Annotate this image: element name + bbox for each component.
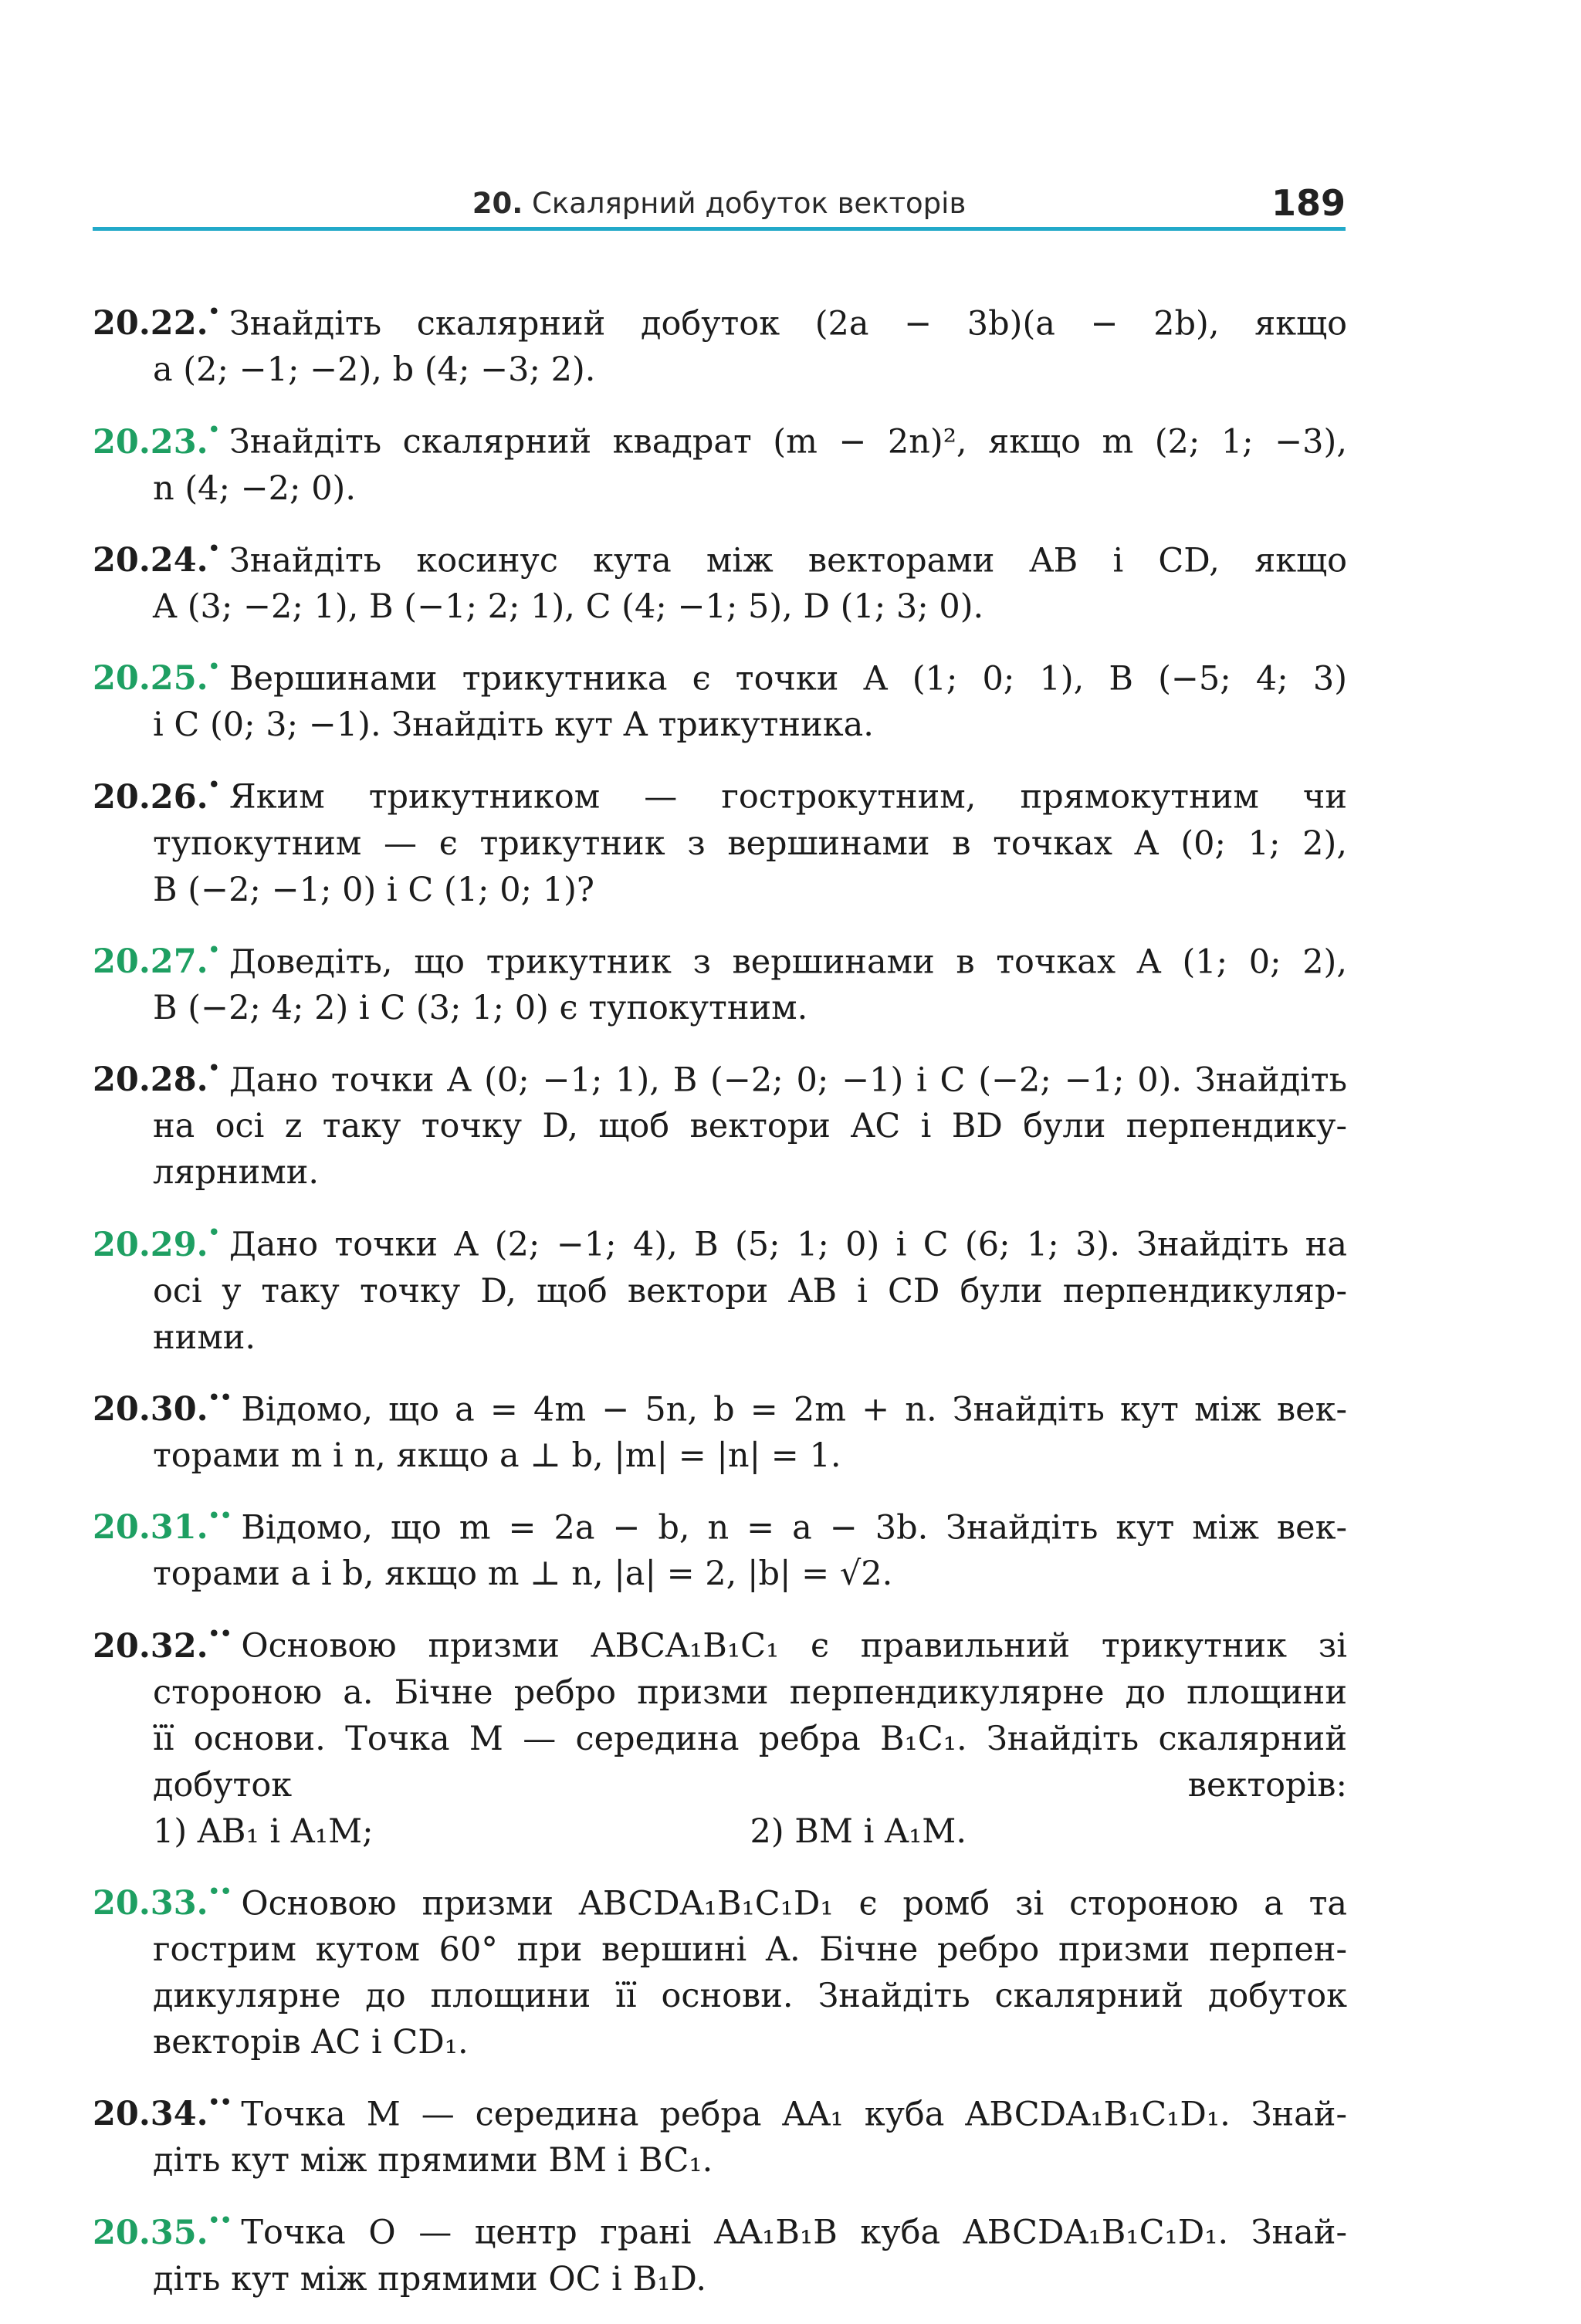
exercise-number: 20.24.• [93, 536, 220, 580]
exercise-line [153, 1762, 1347, 1808]
difficulty-mark: •• [208, 1622, 232, 1646]
exercise-line [153, 1973, 1347, 2019]
difficulty-mark: •• [208, 2090, 232, 2113]
difficulty-mark: • [208, 938, 220, 961]
difficulty-mark: • [208, 418, 220, 441]
exercise-number: 20.25.• [93, 655, 220, 699]
subpart-1: 1) AB₁ і A₁M; [153, 1812, 374, 1851]
exercise-line [153, 820, 1347, 867]
exercise-list [93, 293, 1347, 2321]
exercise-number: 20.34.•• [93, 2090, 232, 2134]
exercise-line [153, 2256, 1347, 2302]
exercise-text: n (4; −2; 0). [153, 469, 356, 508]
exercise-text: добуток векторів: [153, 1765, 1347, 1805]
exercise-line [153, 1268, 1347, 1314]
exercise-text: її основи. Точка M — середина ребра B₁C₁. Знайдіть скалярний [153, 1719, 1347, 1758]
exercise-text: Основою призми ABCDA₁B₁C₁D₁ є ромб зі стороною a та [241, 1883, 1347, 1923]
exercise-text: Точка M — середина ребра AA₁ куба ABCDA₁B₁C₁D₁. Знай- [241, 2095, 1347, 2134]
exercise-20-24 [93, 530, 1347, 630]
exercise-line [93, 1214, 1347, 1267]
exercise-text: осі y таку точку D, щоб вектори AB і CD були перпендикуляр- [153, 1271, 1347, 1311]
exercise-line [153, 1149, 1347, 1196]
exercise-text: Основою призми ABCA₁B₁C₁ є правильний трикутник зі [241, 1626, 1347, 1666]
exercise-20-29 [93, 1214, 1347, 1360]
exercise-line [153, 1669, 1347, 1716]
exercise-text: Дано точки A (2; −1; 4), B (5; 1; 0) і C (6; 1; 3). Знайдіть на [229, 1225, 1347, 1264]
exercise-line [153, 1314, 1347, 1361]
exercise-line [93, 932, 1347, 985]
exercise-text: торами a і b, якщо m ⊥ n, |a| = 2, |b| = √2. [153, 1554, 893, 1594]
exercise-number: 20.30.•• [93, 1385, 232, 1429]
exercise-20-31 [93, 1497, 1347, 1597]
exercise-line [93, 1615, 1347, 1669]
exercise-text: стороною a. Бічне ребро призми перпендикулярне до площини [153, 1673, 1347, 1712]
exercise-line [93, 766, 1347, 820]
exercise-text: і C (0; 3; −1). Знайдіть кут A трикутника. [153, 705, 874, 745]
exercise-text: Вершинами трикутника є точки A (1; 0; 1), B (−5; 4; 3) [229, 659, 1347, 699]
exercise-text: на осі z таку точку D, щоб вектори AC і BD були перпендику- [153, 1107, 1347, 1146]
chapter-title: Скалярний добуток векторів [532, 187, 967, 220]
chapter-heading [93, 187, 1346, 220]
exercise-number: 20.32.•• [93, 1622, 232, 1666]
exercise-line [153, 1716, 1347, 1762]
exercise-number: 20.28.• [93, 1056, 220, 1100]
exercise-20-25 [93, 648, 1347, 748]
exercise-number: 20.22.• [93, 300, 220, 343]
exercise-line [153, 1927, 1347, 1973]
difficulty-mark: •• [208, 1385, 232, 1409]
difficulty-mark: •• [208, 1504, 232, 1527]
exercise-text: діть кут між прямими BM і BC₁. [153, 2141, 713, 2180]
exercise-20-22 [93, 293, 1347, 393]
exercise-line [153, 2019, 1347, 2065]
exercise-number: 20.35.•• [93, 2209, 232, 2252]
difficulty-mark: •• [208, 1879, 232, 1903]
exercise-line [93, 2084, 1347, 2137]
exercise-text: Точка O — центр грані AA₁B₁B куба ABCDA₁B₁C₁D₁. Знай- [241, 2213, 1347, 2252]
exercise-number: 20.29.• [93, 1221, 220, 1264]
exercise-text: Яким трикутником — гострокутним, прямокутним чи [229, 777, 1347, 817]
exercise-line [93, 530, 1347, 584]
exercise-text: Знайдіть скалярний добуток (2a − 3b)(a − 2b), якщо [229, 304, 1347, 343]
exercise-text: Відомо, що a = 4m − 5n, b = 2m + n. Знайдіть кут між век- [241, 1389, 1347, 1429]
exercise-line [153, 1103, 1347, 1149]
exercise-text: векторів AC і CD₁. [153, 2022, 469, 2062]
exercise-20-33 [93, 1873, 1347, 2065]
exercise-20-35 [93, 2202, 1347, 2302]
exercise-text: торами m і n, якщо a ⊥ b, |m| = |n| = 1. [153, 1436, 841, 1475]
exercise-text: a (2; −1; −2), b (4; −3; 2). [153, 350, 596, 390]
difficulty-mark: • [208, 773, 220, 797]
exercise-20-26 [93, 766, 1347, 912]
exercise-line [153, 867, 1347, 913]
exercise-line [93, 1497, 1347, 1551]
exercise-text: Знайдіть скалярний квадрат (m − 2n)², якщо m (2; 1; −3), [229, 422, 1347, 462]
exercise-subparts [153, 1808, 1347, 1855]
exercise-number: 20.33.•• [93, 1879, 232, 1923]
exercise-line [153, 584, 1347, 630]
exercise-text: B (−2; −1; 0) і C (1; 0; 1)? [153, 870, 594, 909]
exercise-text: Відомо, що m = 2a − b, n = a − 3b. Знайдіть кут між век- [241, 1508, 1347, 1548]
difficulty-mark: • [208, 1221, 220, 1244]
exercise-line [153, 347, 1347, 393]
difficulty-mark: • [208, 655, 220, 678]
exercise-text: Знайдіть косинус кута між векторами AB і CD, якщо [229, 540, 1347, 580]
exercise-line [153, 1551, 1347, 1597]
exercise-line [93, 2202, 1347, 2255]
exercise-line [153, 985, 1347, 1031]
exercise-20-27 [93, 932, 1347, 1031]
exercise-line [93, 1873, 1347, 1927]
exercise-number: 20.26.• [93, 773, 220, 817]
exercise-20-32 [93, 1615, 1347, 1854]
subpart-2: 2) BM і A₁M. [750, 1812, 967, 1851]
exercise-number: 20.23.• [93, 418, 220, 462]
exercise-20-23 [93, 411, 1347, 511]
exercise-line [93, 1379, 1347, 1433]
exercise-text: діть кут між прямими OC і B₁D. [153, 2259, 707, 2299]
exercise-text: гострим кутом 60° при вершині A. Бічне ребро призми перпен- [153, 1930, 1347, 1969]
exercise-text: Доведіть, що трикутник з вершинами в точках A (1; 0; 2), [229, 942, 1347, 981]
exercise-line [93, 1050, 1347, 1103]
exercise-line [93, 648, 1347, 702]
exercise-text: лярними. [153, 1153, 320, 1192]
exercise-line [153, 2137, 1347, 2184]
exercise-text: Дано точки A (0; −1; 1), B (−2; 0; −1) і C (−2; −1; 0). Знайдіть [229, 1061, 1347, 1100]
exercise-line [153, 465, 1347, 512]
chapter-number: 20. [472, 187, 523, 220]
exercise-20-30 [93, 1379, 1347, 1479]
exercise-text: A (3; −2; 1), B (−1; 2; 1), C (4; −1; 5), D (1; 3; 0). [153, 587, 984, 626]
exercise-text: ними. [153, 1318, 256, 1357]
difficulty-mark: •• [208, 2209, 232, 2232]
exercise-text: дикулярне до площини її основи. Знайдіть скалярний добуток [153, 1976, 1347, 2015]
page-header [93, 184, 1346, 231]
exercise-text: тупокутним — є трикутник з вершинами в точках A (0; 1; 2), [153, 824, 1347, 863]
exercise-20-28 [93, 1050, 1347, 1196]
exercise-line [153, 1433, 1347, 1479]
exercise-20-34 [93, 2084, 1347, 2184]
difficulty-mark: • [208, 536, 220, 560]
exercise-number: 20.31.•• [93, 1504, 232, 1548]
exercise-text: B (−2; 4; 2) і C (3; 1; 0) є тупокутним. [153, 988, 808, 1027]
exercise-line [153, 702, 1347, 748]
exercise-line [93, 411, 1347, 465]
exercise-line [93, 293, 1347, 347]
exercise-number: 20.27.• [93, 938, 220, 981]
difficulty-mark: • [208, 300, 220, 323]
difficulty-mark: • [208, 1056, 220, 1079]
page-number: 189 [1271, 182, 1346, 224]
